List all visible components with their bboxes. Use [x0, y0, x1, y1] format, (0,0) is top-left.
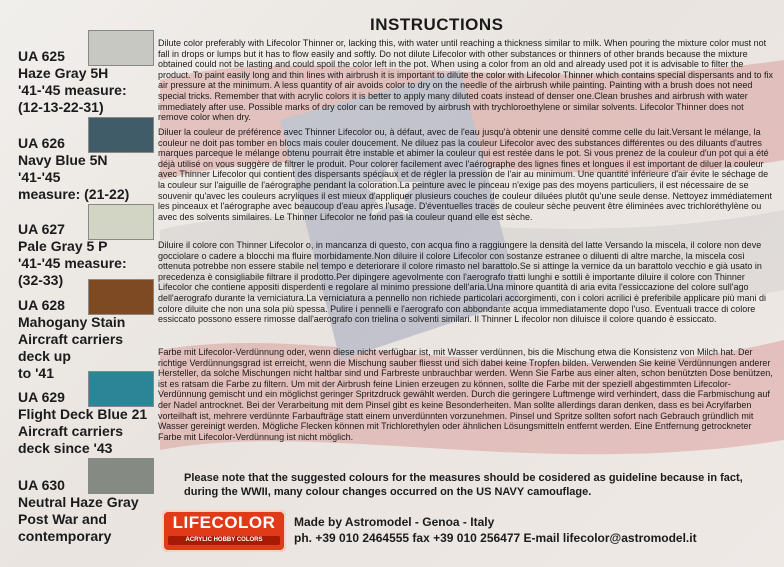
color-extra-ua625: '41-'45 measure: (12-13-22-31) [18, 82, 127, 115]
instructions-english: Dilute color preferably with Lifecolor Thinner or, lacking this, with water until reaching a thickness similar to milk. When pouring the mixture color must not fall in drops or lumps but it has to flow easily and softly. Do not dilute Lifecolor with other substances or thinners of other brands because the mixture obtained could not be lasting and could spoil the color left in the pot. When using a color from an old and already used pot it is advisable to filter the product. To paint easily long and thin lines with airbrush it is important to dilute the color with Lifecolor Thinner which contains special dispersants and to fix air pressure at the minimum. A less quantity of air avoids color to dry on the needle of the airbrush while painting. Painting with a brush does not need special tricks. Remember that with acrylic colors it is better to apply many diluted coats instead of denser one.Clean brushes and airbrush with water immediately after use. Possible marks of dry color can be removed by airbrush with trychloroethylene or similar solvents. Lifecolor Thinner does not remove color when dry. [158, 38, 773, 123]
color-name-ua629: Flight Deck Blue 21 [18, 406, 148, 422]
guideline-note: Please note that the suggested colours for the measures should be cosidered as guideline because in fact, during the WWII, many colour changes occurred on the US NAVY camouflage. [184, 472, 743, 498]
instructions-french: Diluer la couleur de préférence avec Thinner Lifecolor ou, à défaut, avec de l'eau jusqu'à obtenir une densité comme celle du lait.Versant le mélange, la couleur ne doit pas tomber en blocs mais couler doucement. Ne diluez pas la couleur Lifecolor avec des substances différentes ou des diluants d'autres marques parceque le mélange obtenu pourrait être instable et abimer la couleur qui est restée dans le pot. Si vous prenez de la couleur d'un pot qui a été déjà utilisé on vous suggère de filtrer le produit. Pour colorer facilement avec l'aérographe des lignes fines et longues il est important de diluer la couleur avec Thinner Lifecolor qui contient des dispersants spéciaux et de régler la pression de l'air au minimum. Une quantité inférieure d'air évite le séchage de la couleur sur l'aiguille de l'aérographe pendant la coloration.La peinture avec le pinceau n'exige pas des moyens particuliers, il est nécessaire de se souvenir qu'avec les couleurs acryliques il est mieux d'appliquer plusieurs couches de couleur diluées plutôt qu'une seule dense. Nettoyez immédiatement les pinceaux et l'aérographe avec beaucoup d'eau après l'usage. D'éventuelles traces de couleur sèche peuvent être éliminées avec trichloréthylène ou avec des solvents similaires. Le Thinner Lifecolor ne fond pas la couleur quand elle est sèche. [158, 127, 772, 222]
page-title: INSTRUCTIONS [370, 15, 504, 34]
color-extra-ua629: Aircraft carriers deck since '43 [18, 423, 124, 456]
color-code-ua629: UA 629 [18, 389, 65, 405]
swatch-ua627 [88, 204, 154, 240]
color-name-ua625: Haze Gray 5H [18, 65, 109, 81]
made-by-line: Made by Astromodel - Genoa - Italy [294, 515, 495, 529]
contact-line: ph. +39 010 2464555 fax +39 010 256477 E-mail lifecolor@astromodel.it [294, 531, 697, 545]
contact-info [294, 514, 697, 546]
color-code-ua630: UA 630 [18, 477, 65, 493]
swatch-ua625 [88, 30, 154, 66]
color-extra-ua626: '41-'45 measure: (21-22) [18, 169, 130, 202]
color-extra-ua628: Aircraft carriers deck up to '41 [18, 331, 124, 381]
swatch-ua630 [88, 458, 154, 494]
color-code-ua628: UA 628 [18, 297, 65, 313]
logo-sub-text: ACRYLIC HOBBY COLORS [168, 536, 280, 545]
color-name-ua627: Pale Gray 5 P [18, 238, 108, 254]
swatch-ua626 [88, 117, 154, 153]
lifecolor-logo [162, 510, 286, 552]
color-extra-ua627: '41-'45 measure: (32-33) [18, 255, 127, 288]
color-extra-ua630: Post War and contemporary [18, 511, 112, 544]
color-name-ua630: Neutral Haze Gray [18, 494, 139, 510]
instructions-german: Farbe mit Lifecolor-Verdünnung oder, wenn diese nicht verfügbar ist, mit Wasser verdünnen, bis die Mischung etwa die Konsistenz von Milch hat. Der richtige Verdünnungsgrad ist erreicht, wenn die Mischung sauber fliesst und sich dabei keine Tropfen bilden. Verwenden Sie keine Verdünnungen anderer Hersteller, da solche Mischungen nicht haltbar sind und Farbreste unbrauchbar werden. Wenn Sie Farbe aus einer alten, schon benützten Dose benützen, ist es ratsam die Farbe zu filtern. Um mit der Airbrush feine Linien erzeugen zu können, sollte die Farbe mit der speziell abgestimmten Lifecolor-Verdünnung gemischt und ein möglichst geringer Spritzdruck gewählt werden. Durch die geringere Luftmenge wird verhindert, dass die Farbmischung auf der Nadel antrocknet. Bei der Verarbeitung mit dem Pinsel gibt es keine Besonderheiten. Man sollte allerdings daran denken, dass es bei Acrylfarben vorteilhaft ist, mehrere verdünnte Farbaufträge statt einem unverdünnten vorzunehmen. Pinsel und Spritze sollten sofort nach Gebrauch gründlich mit Wasser gereinigt werden. Mögliche Flecken können mit Trichlorethylen oder ähnlichen Lösungsmitteln entfernt werden. Eine Entfernung getrockneter Farbe mit Lifecolor-Verdünnung ist nicht möglich. [158, 347, 773, 442]
color-name-ua628: Mahogany Stain [18, 314, 126, 330]
instructions-italian: Diluire il colore con Thinner Lifecolor o, in mancanza di questo, con acqua fino a raggiungere la densità del latte Versando la miscela, il colore non deve gocciolare o cadere a blocchi ma fluire morbidamente.Non diluire il colore Lifecolor con sostanze estranee o diluenti di altre marche, la miscela così ottenuta potrebbe non essere stabile nel tempo e deteriorare il colore rimasto nel barattolo.Se si attinge la vernice da un barattolo vecchio e già usato in precedenza è consigliabile filtrare il prodotto.Per dipingere agevolmente con l'aerografo tratti lunghi e sottili è importante diluire il colore con Thinner Lifecolor che contiene appositi disperdenti e regolare al minimo pressione dell'aria.Una minore quantità di aria evita l'essiccazione del colore sull'ago dell'aerografo durante la verniciatura.La verniciatura a pennello non richiede particolari accorgimenti, con i colori acrilici è preferibile applicare più mani di colore diluite che non una sola più spessa. Pulire i pennelli e l'aerografo con abbondante acqua immediatamente dopo l'uso. Eventuali tracce di colore essiccato possono essere rimosse dall'aerografo con trielina o solventi similari. Il Thinner L ifecolor non diluisce il colore quando è essiccato. [158, 240, 767, 325]
color-name-ua626: Navy Blue 5N [18, 152, 108, 168]
color-code-ua625: UA 625 [18, 48, 65, 64]
color-code-ua627: UA 627 [18, 221, 65, 237]
logo-main-text: LIFECOLOR [172, 513, 276, 532]
color-code-ua626: UA 626 [18, 135, 65, 151]
